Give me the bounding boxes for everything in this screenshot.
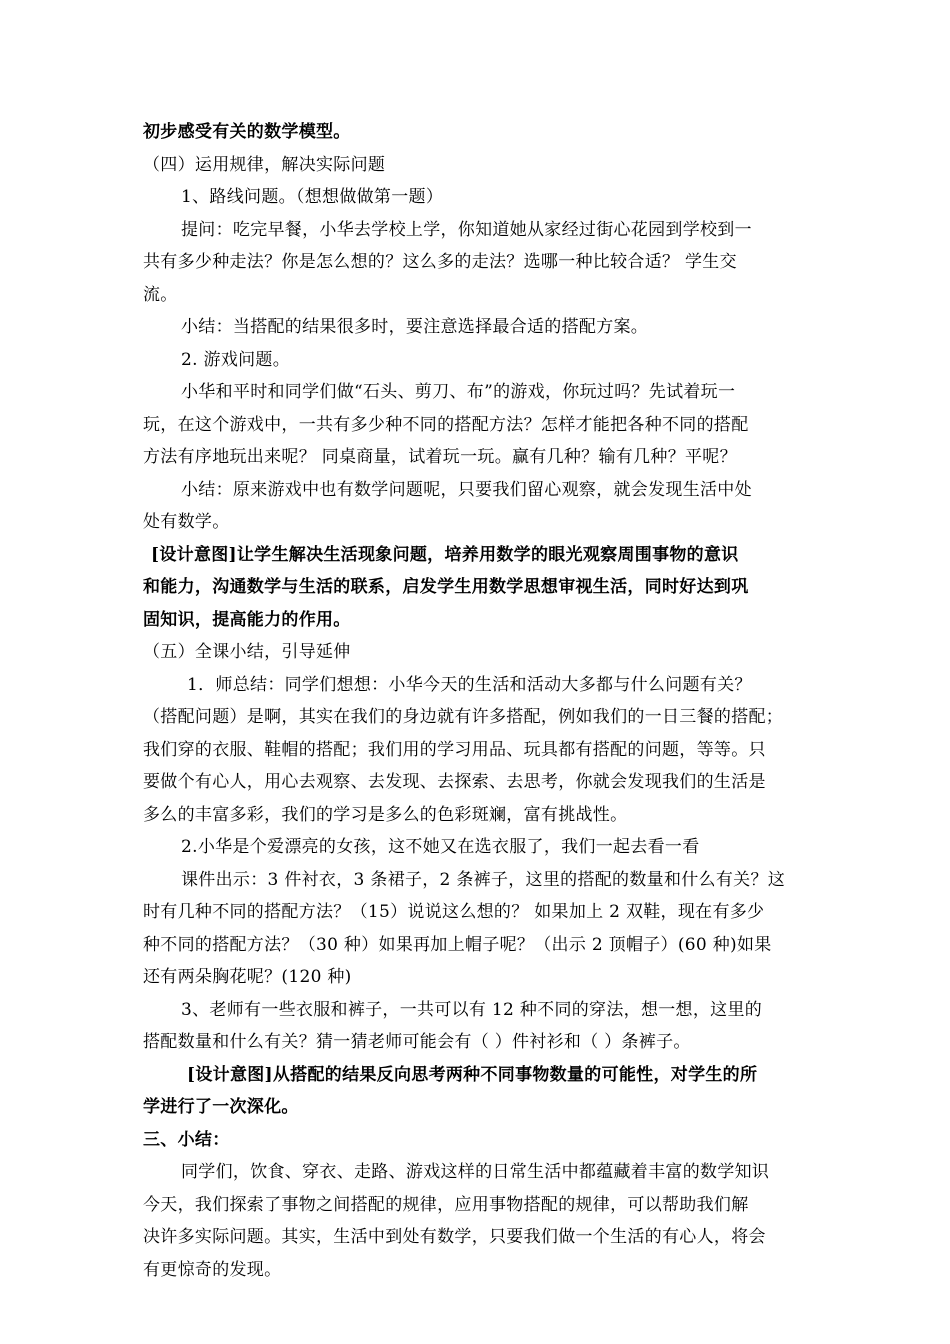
text-line: 小华和平时和同学们做“石头、剪刀、布”的游戏，你玩过吗？先试着玩一 (181, 382, 736, 402)
text-line: 共有多少种走法？你是怎么想的？这么多的走法？选哪一种比较合适？ 学生交 (143, 252, 737, 272)
text-line: （搭配问题）是啊，其实在我们的身边就有许多搭配，例如我们的一日三餐的搭配； (143, 707, 784, 727)
text-line: 时有几种不同的搭配方法？（15）说说这么想的？ 如果加上 2 双鞋，现在有多少 (143, 902, 765, 922)
text-line: 决许多实际问题。其实，生活中到处有数学，只要我们做一个生活的有心人，将会 (143, 1227, 766, 1247)
text-line: 处有数学。 (143, 512, 230, 532)
text-line: 课件出示：3 件衬衣，3 条裙子，2 条裤子，这里的搭配的数量和什么有关？这 (181, 869, 786, 890)
section-heading: （四）运用规律，解决实际问题 (143, 154, 386, 175)
design-intent-line: 和能力，沟通数学与生活的联系，启发学生用数学思想审视生活，同时好达到巩 (143, 577, 749, 597)
design-intent-line: [设计意图]从搭配的结果反向思考两种不同事物数量的可能性，对学生的所 (187, 1064, 758, 1085)
document-page (143, 116, 808, 1286)
text-line: 小结：原来游戏中也有数学问题呢，只要我们留心观察，就会发现生活中处 (181, 479, 752, 500)
text-line: 方法有序地玩出来呢？ 同桌商量，试着玩一玩。赢有几种？输有几种？平呢？ (143, 447, 737, 467)
text-line: 种不同的搭配方法？（30 种）如果再加上帽子呢？（出示 2 顶帽子）(60 种)如果 (143, 934, 772, 955)
design-intent-line: 学进行了一次深化。 (143, 1097, 299, 1117)
section-heading: （五）全课小结，引导延伸 (143, 642, 351, 662)
text-line: 要做个有心人，用心去观察、去发现、去探索、去思考，你就会发现我们的生活是 (143, 772, 766, 792)
text-line: 同学们，饮食、穿衣、走路、游戏这样的日常生活中都蕴藏着丰富的数学知识 (181, 1162, 770, 1182)
text-line: 1、路线问题。（想想做做第一题） (181, 187, 444, 207)
text-line: 我们穿的衣服、鞋帽的搭配；我们用的学习用品、玩具都有搭配的问题，等等。只 (143, 739, 766, 760)
text-line: 有更惊奇的发现。 (143, 1259, 282, 1280)
text-line: 搭配数量和什么有关？猜一猜老师可能会有（ ）件衬衫和（ ）条裤子。 (143, 1032, 691, 1052)
text-line: 提问：吃完早餐，小华去学校上学，你知道她从家经过街心花园到学校到一 (181, 219, 752, 240)
text-line: 初步感受有关的数学模型。 (143, 122, 351, 142)
text-line: 小结：当搭配的结果很多时，要注意选择最合适的搭配方案。 (181, 317, 649, 337)
text-line: 1．师总结：同学们想想：小华今天的生活和活动大多都与什么问题有关？ (187, 674, 752, 695)
text-line: 2.小华是个爱漂亮的女孩，这不她又在选衣服了，我们一起去看一看 (181, 837, 700, 857)
design-intent-line: [设计意图]让学生解决生活现象问题，培养用数学的眼光观察周围事物的意识 (151, 544, 739, 565)
design-intent-line: 固知识，提高能力的作用。 (143, 609, 351, 630)
text-line: 还有两朵胸花呢？(120 种) (143, 967, 352, 987)
section-heading: 三、小结： (143, 1129, 230, 1150)
text-line: 3、老师有一些衣服和裤子，一共可以有 12 种不同的穿法，想一想，这里的 (181, 999, 763, 1020)
text-line: 多么的丰富多彩，我们的学习是多么的色彩斑斓，富有挑战性。 (143, 804, 628, 825)
text-line: 今天，我们探索了事物之间搭配的规律，应用事物搭配的规律，可以帮助我们解 (143, 1194, 749, 1215)
text-line: 玩，在这个游戏中，一共有多少种不同的搭配方法？怎样才能把各种不同的搭配 (143, 414, 749, 435)
text-line: 流。 (143, 284, 178, 305)
text-line: 2. 游戏问题。 (181, 349, 291, 370)
